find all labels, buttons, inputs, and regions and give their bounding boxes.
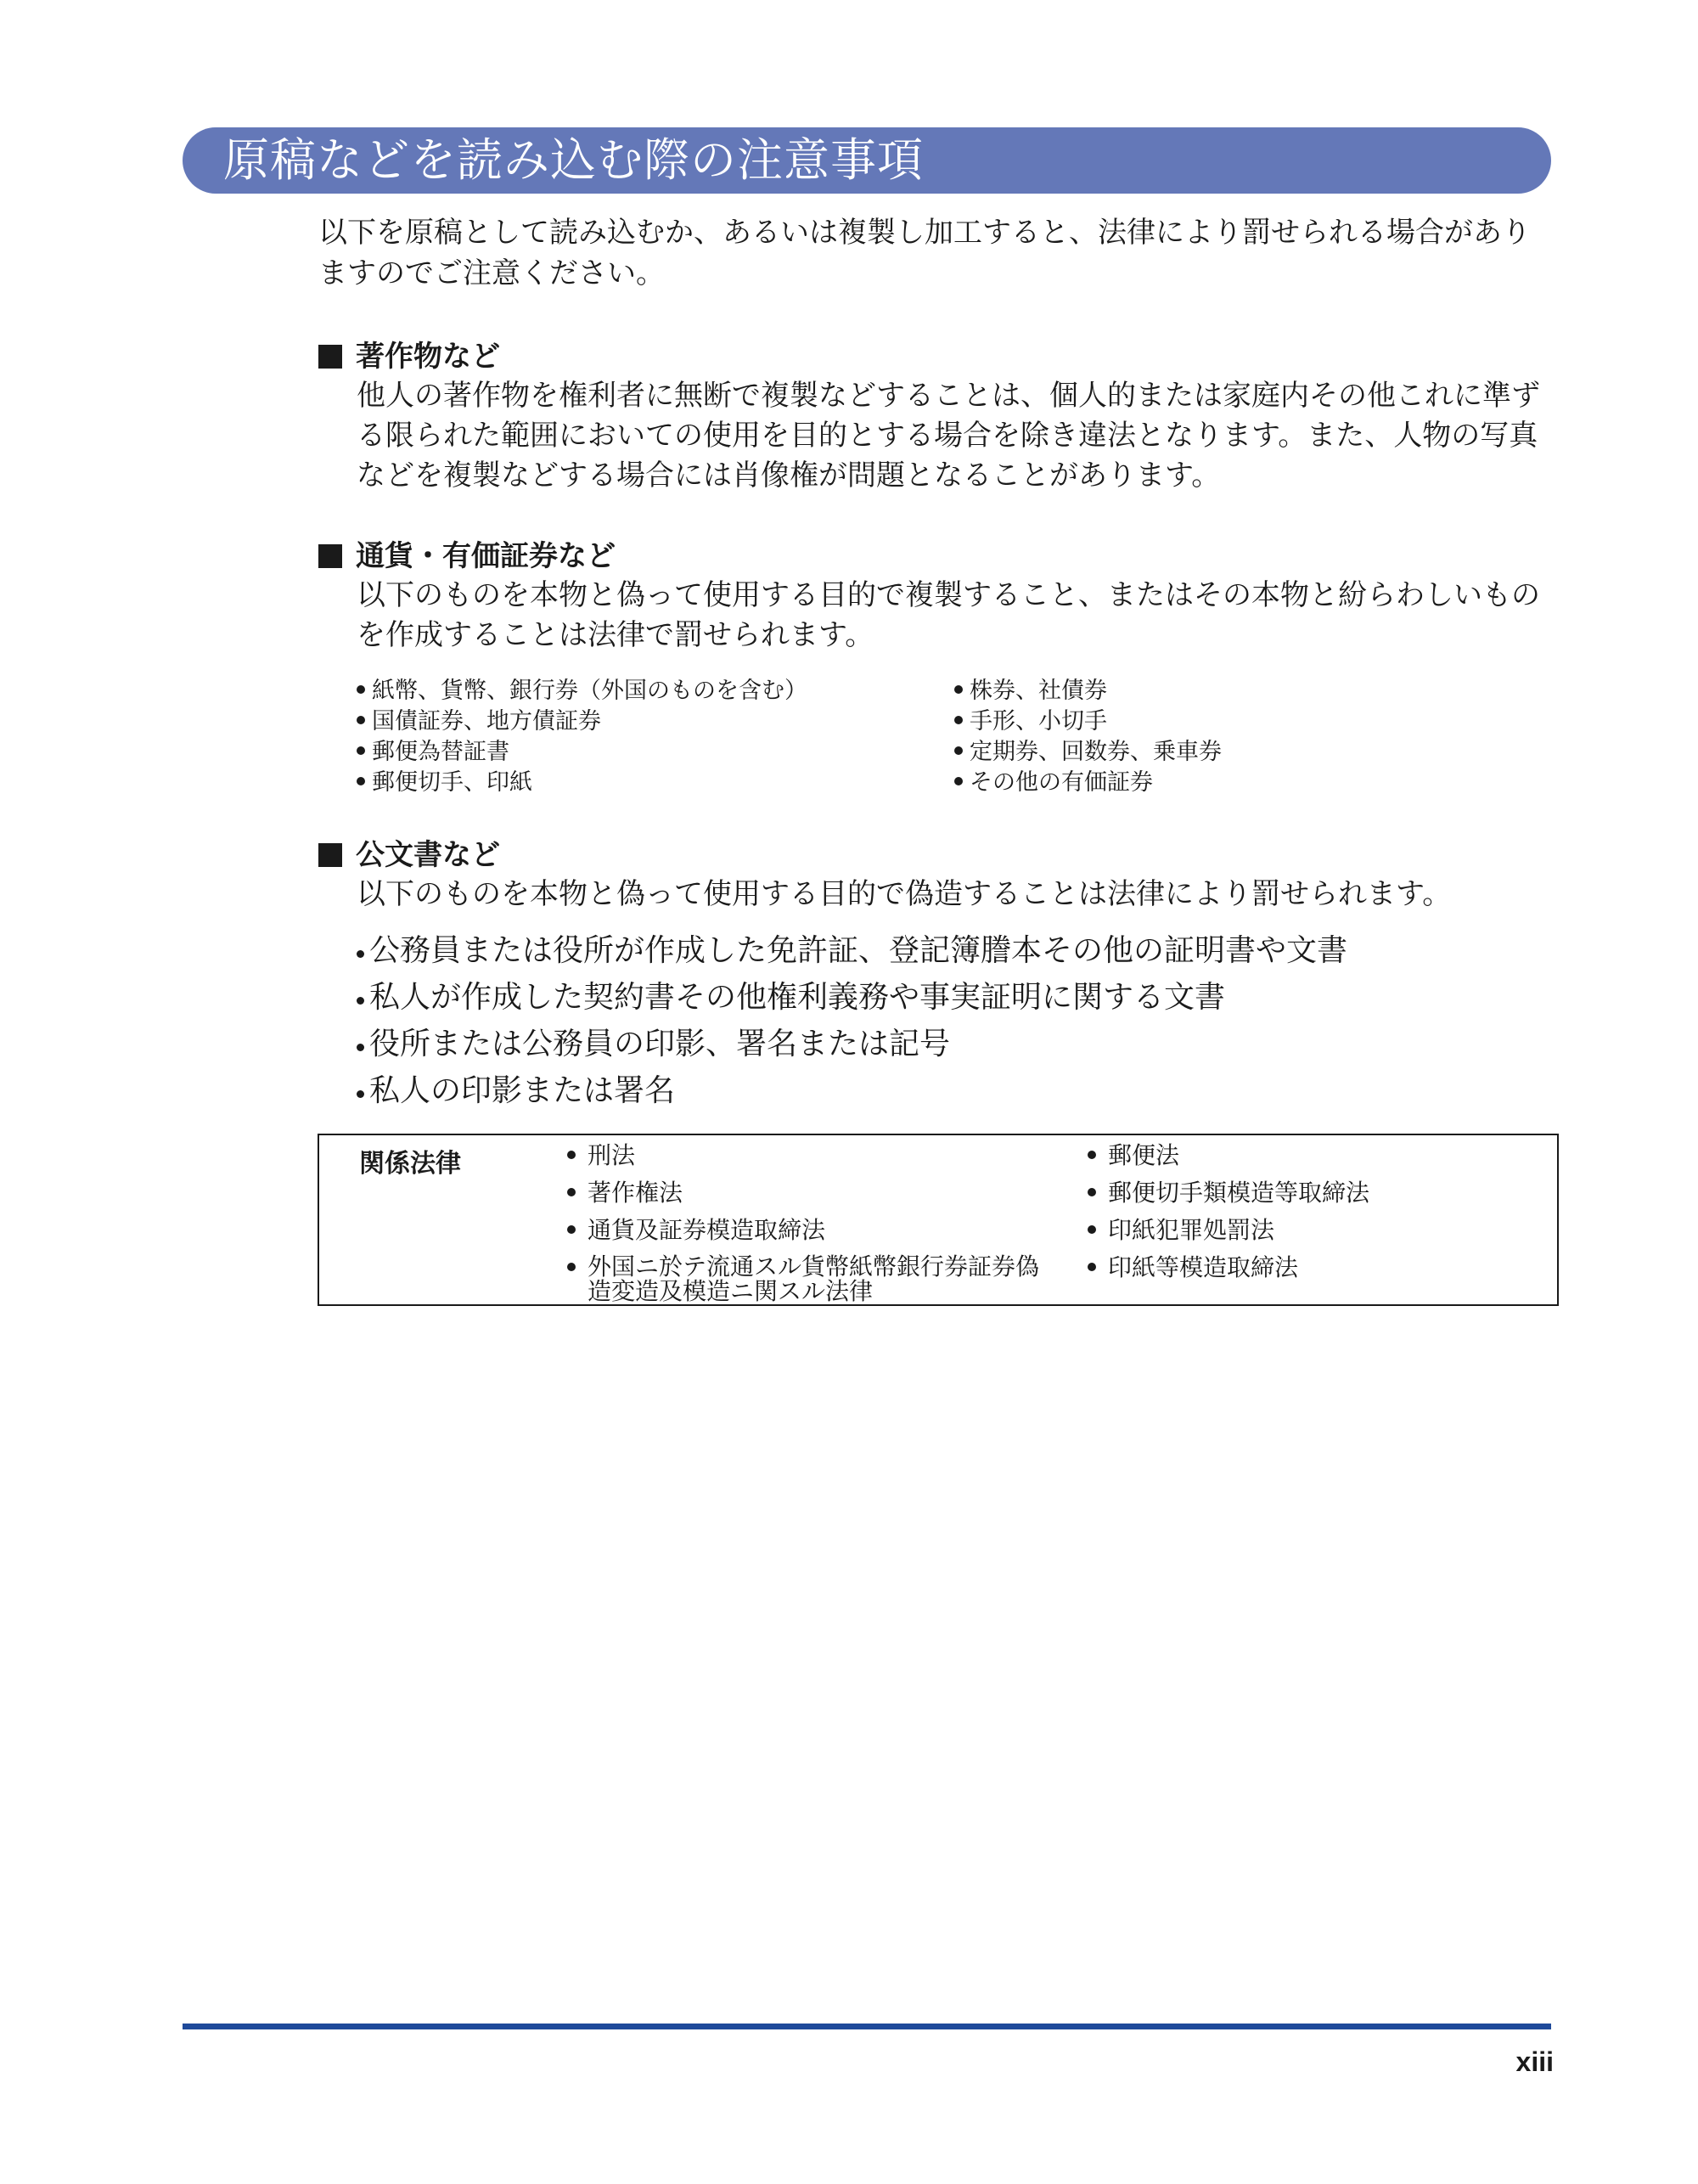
related-laws-col-2 (1088, 1142, 1546, 1292)
bullet-icon (954, 746, 963, 755)
section-heading-text: 著作物など (356, 340, 500, 374)
law-item: 著作権法 (567, 1179, 1043, 1207)
page-number: xiii (1515, 2046, 1554, 2077)
section-body-copyright: 他人の著作物を権利者に無断で複製などすることは、個人的または家庭内その他これに準ずる限られた範囲においての使用を目的とする場合を除き違法となります。また、人物の写真などを複製などする場合には肖像権が問題となることがあります。 (357, 379, 1540, 493)
related-laws-col-1 (567, 1142, 1043, 1314)
law-item: 印紙等模造取締法 (1088, 1254, 1546, 1281)
law-item: 通貨及証券模造取締法 (567, 1217, 1043, 1244)
section-heading-copyright (318, 338, 500, 375)
list-item: その他の有価証券 (954, 768, 1222, 798)
currency-list-right (954, 676, 1222, 798)
section-heading-text: 通貨・有価証券など (356, 539, 616, 573)
law-item: 刑法 (567, 1142, 1043, 1169)
title-bar (183, 127, 1551, 194)
bullet-icon (567, 1263, 576, 1271)
list-item: 郵便為替証書 (357, 737, 807, 768)
section-body-currency: 以下のものを本物と偽って使用する目的で複製すること、またはその本物と紛らわしいものを作成することは法律で罰せられます。 (357, 578, 1540, 652)
law-item: 外国ニ於テ流通スル貨幣紙幣銀行券証券偽造変造及模造ニ関スル法律 (567, 1254, 1043, 1303)
square-bullet-icon (318, 544, 342, 568)
related-laws-label: 関係法律 (359, 1149, 461, 1179)
square-bullet-icon (318, 345, 342, 369)
list-item: 郵便切手、印紙 (357, 768, 807, 798)
list-item: 手形、小切手 (954, 706, 1222, 737)
bullet-icon (1088, 1225, 1096, 1234)
bullet-icon (357, 716, 365, 724)
bullet-icon (357, 1090, 364, 1098)
footer-rule (183, 2024, 1551, 2029)
bullet-icon (357, 746, 365, 755)
section-heading-currency (318, 538, 616, 575)
bullet-icon (567, 1151, 576, 1159)
bullet-icon (954, 685, 963, 694)
page-title: 原稿などを読み込む際の注意事項 (223, 133, 924, 187)
bullet-icon (357, 1044, 364, 1051)
list-item: 国債証券、地方債証券 (357, 706, 807, 737)
bullet-icon (1088, 1263, 1096, 1271)
list-item: 役所または公務員の印影、署名または記号 (357, 1021, 1347, 1067)
official-documents-list (357, 927, 1347, 1114)
section-heading-official-documents (318, 836, 500, 874)
list-item: 私人の印影または署名 (357, 1067, 1347, 1114)
related-laws-box (318, 1134, 1559, 1306)
bullet-icon (567, 1225, 576, 1234)
list-item: 私人が作成した契約書その他権利義務や事実証明に関する文書 (357, 974, 1347, 1021)
square-bullet-icon (318, 843, 342, 867)
currency-list-left (357, 676, 807, 798)
list-item: 公務員または役所が作成した免許証、登記簿謄本その他の証明書や文書 (357, 927, 1347, 974)
bullet-icon (357, 950, 364, 958)
list-item: 紙幣、貨幣、銀行券（外国のものを含む） (357, 676, 807, 706)
section-body-official-documents: 以下のものを本物と偽って使用する目的で偽造することは法律により罰せられます。 (357, 877, 1452, 911)
intro-paragraph: 以下を原稿として読み込むか、あるいは複製し加工すると、法律により罰せられる場合がありますのでご注意ください。 (318, 216, 1531, 290)
bullet-icon (1088, 1188, 1096, 1196)
bullet-icon (357, 685, 365, 694)
bullet-icon (567, 1188, 576, 1196)
bullet-icon (954, 716, 963, 724)
bullet-icon (357, 777, 365, 785)
list-item: 株券、社債券 (954, 676, 1222, 706)
bullet-icon (1088, 1151, 1096, 1159)
law-item: 郵便切手類模造等取締法 (1088, 1179, 1546, 1207)
law-item: 印紙犯罪処罰法 (1088, 1217, 1546, 1244)
list-item: 定期券、回数券、乗車券 (954, 737, 1222, 768)
bullet-icon (954, 777, 963, 785)
law-item: 郵便法 (1088, 1142, 1546, 1169)
bullet-icon (357, 997, 364, 1005)
section-heading-text: 公文書など (356, 838, 500, 872)
